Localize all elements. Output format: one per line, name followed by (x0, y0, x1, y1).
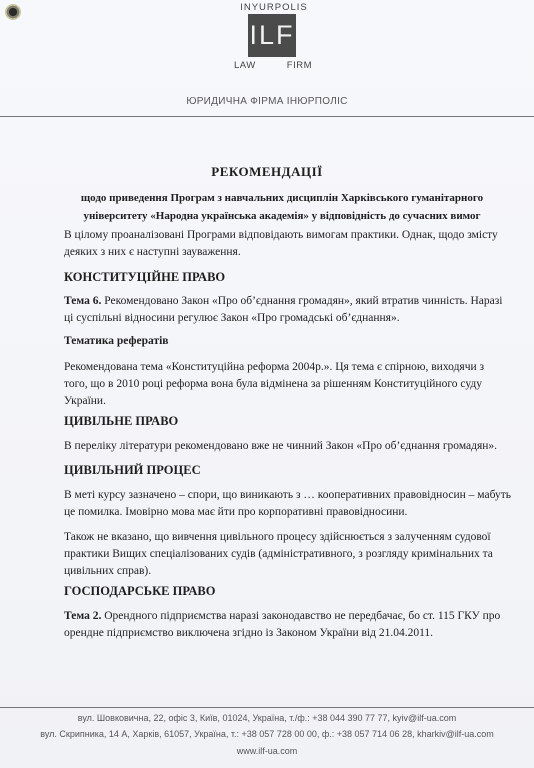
brand-sub-right: FIRM (286, 60, 312, 71)
footer-divider (0, 707, 534, 708)
section-paragraph (64, 293, 512, 327)
firm-name: ЮРИДИЧНА ФІРМА ІНЮРПОЛІС (186, 96, 348, 107)
footer-website: www.ilf-ua.com (236, 746, 298, 756)
text-line: цивільних справ). (64, 565, 152, 577)
section-paragraph (64, 438, 512, 455)
section-paragraph (64, 359, 512, 410)
text-line: Також не вказано, що вивчення цивільного процесу здійснюється з залученням судової (64, 531, 491, 543)
sub-heading-essays: Тематика рефератів (64, 335, 169, 347)
punch-hole-icon (5, 4, 21, 20)
text-line: того, що в 2010 році реформа вона була відмінена за рішенням Конституційного суду (64, 378, 482, 390)
brand-top-text: INYURPOLIS (240, 2, 308, 13)
document-title: РЕКОМЕНДАЦІЇ (211, 164, 323, 179)
section-paragraph (64, 487, 512, 521)
section-paragraph (64, 529, 512, 580)
text-line: В меті курсу зазначено – спори, що виникають з … кооперативних правовідносин – мабуть (64, 489, 512, 501)
text-line: В цілому проаналізовані Програми відповідають вимогам практики. Однак, щодо змісту (64, 229, 498, 241)
section-heading-civil-procedure: ЦИВІЛЬНИЙ ПРОЦЕС (64, 463, 201, 477)
topic-label: Тема 2. (64, 610, 102, 622)
intro-paragraph (64, 227, 512, 261)
text-span: Рекомендовано Закон «Про об’єднання громадян», який втратив чинність. Наразі (101, 295, 503, 307)
section-heading-constitutional: КОНСТИТУЦІЙНЕ ПРАВО (64, 270, 226, 284)
document-subtitle (62, 189, 502, 225)
footer-kyiv-address: вул. Шовковична, 22, офіс 3, Київ, 01024, Україна, т./ф.: +38 044 390 77 77, kyiv@ilf-ua.com (77, 713, 457, 723)
subtitle-line: щодо приведення Програм з навчальних дисциплін Харківського гуманітарного (80, 192, 484, 204)
topic-label: Тема 6. (64, 295, 102, 307)
brand-logo: ILF (248, 14, 296, 57)
text-line: деяких з них є наступні зауваження. (64, 246, 241, 258)
brand-sub-left: LAW (234, 60, 256, 71)
brand-sub (234, 60, 312, 71)
section-heading-commercial: ГОСПОДАРСЬКЕ ПРАВО (64, 584, 216, 598)
text-line: Рекомендована тема «Конституційна реформа 2004р.». Ця тема є спірною, виходячи з (64, 361, 485, 373)
section-heading-civil: ЦИВІЛЬНЕ ПРАВО (64, 414, 179, 428)
header-divider (0, 116, 534, 117)
text-line: В переліку літератури рекомендовано вже не чинний Закон «Про об’єднання громадян». (64, 440, 498, 452)
subtitle-line: університету «Народна українська академія» у відповідність до сучасних вимог (83, 210, 481, 222)
text-span: Орендного підприємства наразі законодавство не передбачає, бо ст. 115 ГКУ про (101, 610, 501, 622)
text-line: ці суспільні відносини регулює Закон «Про громадські об’єднання». (64, 312, 400, 324)
footer-kharkiv-address: вул. Скрипника, 14 А, Харків, 61057, Україна, т.: +38 057 728 00 00, ф.: +38 057 714 06 28, kharkiv@ilf-ua.com (40, 729, 494, 739)
text-line: практики Вищих спеціалізованих судів (адміністративного, з розгляду кримінальних та (64, 548, 493, 560)
text-line: орендне підприємство виключена згідно із Законом України від 21.04.2011. (64, 627, 434, 639)
text-line (64, 293, 512, 310)
section-paragraph (64, 608, 512, 642)
text-line: України. (64, 395, 106, 407)
text-line (64, 608, 512, 625)
text-line: це помилка. Імовірно мова має йти про корпоративні правовідносини. (64, 506, 408, 518)
